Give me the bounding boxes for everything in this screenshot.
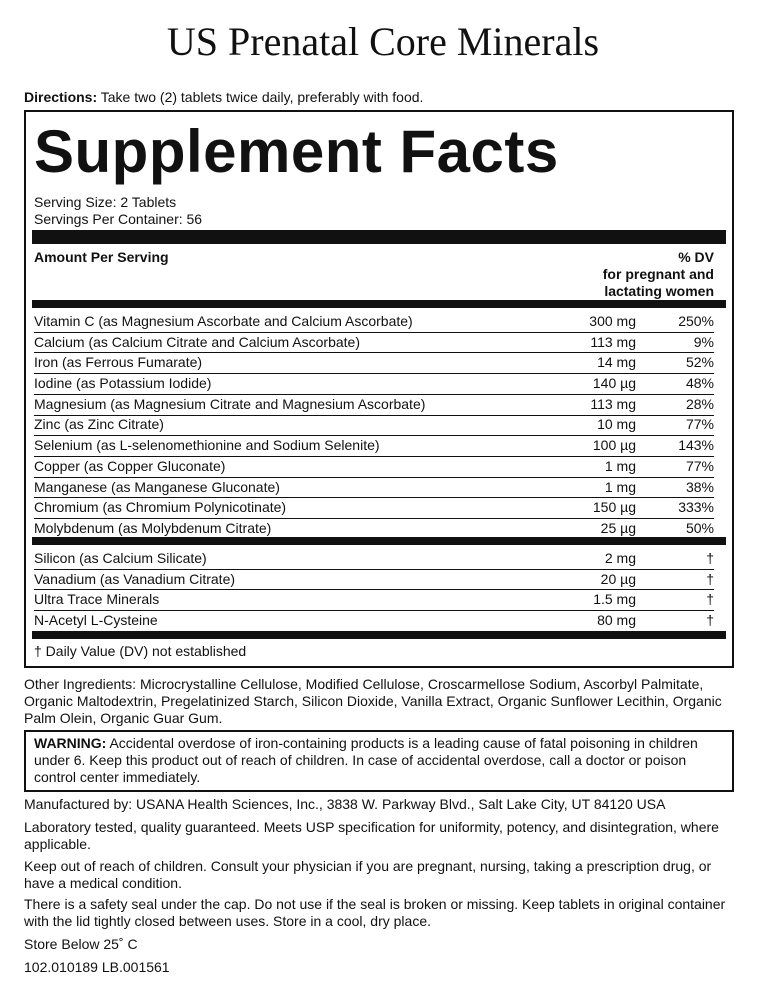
nutrient-row [34,518,714,539]
nutrient-name: Vanadium (as Vanadium Citrate) [34,570,236,587]
nutrient-amount: 113 mg [590,395,636,412]
warning-text: Accidental overdose of iron-containing products is a leading cause of fatal poisoning in children under 6. Keep this product out of reach of children. In case of accidental overdose, call a doctor or poison control center immediately. [34,735,698,785]
nutrient-dv: 50% [685,519,714,536]
nutrient-dv: 9% [693,333,714,350]
nutrient-name: N-Acetyl L-Cysteine [34,612,158,629]
nutrient-name: Iodine (as Potassium Iodide) [34,375,212,392]
nutrient-name: Chromium (as Chromium Polynicotinate) [34,499,287,516]
serving-size: Serving Size: 2 Tablets [34,194,177,210]
nutrient-name: Manganese (as Manganese Gluconate) [34,478,280,495]
supplement-facts-title: Supplement Facts [34,118,559,185]
nutrient-amount: 2 mg [604,550,636,566]
other-nutrient-list [34,548,714,631]
nutrient-row [34,373,714,394]
nutrient-amount: 1 mg [604,478,636,495]
medium-divider [32,300,726,308]
nutrient-row [34,311,714,332]
directions [24,89,423,105]
dv-header-line: lactating women [604,283,714,299]
nutrient-dv: 48% [685,375,714,392]
other-ingredients: Other Ingredients: Microcrystalline Cellulose, Modified Cellulose, Croscarmellose Sodium, Ascorbyl Palmitate, Organic Maltodextrin, Pregelatinized Starch, Silicon Dioxide, Vanilla Extract, Organic Sunflower Lecithin, Organic Palm Olein, Organic Guar Gum. [24,676,722,726]
nutrient-name: Iron (as Ferrous Fumarate) [34,354,203,371]
nutrient-dv: 38% [685,478,714,495]
nutrient-amount: 10 mg [597,416,636,433]
dv-header-line: for pregnant and [602,266,714,282]
nutrient-dv: 52% [685,354,714,371]
nutrient-amount: 80 mg [597,612,636,629]
dv-header [603,249,714,300]
nutrient-dv: † [706,570,714,587]
nutrient-amount: 14 mg [597,354,636,371]
storage-statement: Store Below 25˚ C [24,936,138,952]
supplement-facts-panel [24,110,734,668]
nutrient-name: Copper (as Copper Gluconate) [34,457,226,474]
nutrient-row [34,477,714,498]
directions-label: Directions: [24,89,98,105]
safety-seal-statement: There is a safety seal under the cap. Do not use if the seal is broken or missing. Keep tablets in original container with the lid tightly closed between uses. Store in a cool, dry place. [24,896,726,929]
nutrient-name: Zinc (as Zinc Citrate) [34,416,164,433]
directions-text: Take two (2) tablets twice daily, preferably with food. [100,89,424,105]
nutrient-name: Ultra Trace Minerals [34,591,160,608]
nutrient-name: Vitamin C (as Magnesium Ascorbate and Calcium Ascorbate) [34,313,413,329]
nutrient-row [34,548,714,569]
nutrient-row [34,497,714,518]
lab-tested-statement: Laboratory tested, quality guaranteed. Meets USP specification for uniformity, potency, and disintegration, where applicable. [24,819,719,852]
nutrient-row [34,589,714,610]
nutrient-dv: 250% [678,313,714,329]
nutrient-name: Selenium (as L-selenomethionine and Sodium Selenite) [34,437,380,454]
nutrient-row [34,610,714,631]
nutrient-amount: 300 mg [589,313,636,329]
nutrient-dv: 77% [685,416,714,433]
nutrient-dv: 77% [685,457,714,474]
nutrient-amount: 20 µg [600,570,636,587]
nutrient-amount: 1.5 mg [593,591,636,608]
nutrient-dv: 333% [678,499,714,516]
nutrient-row [34,414,714,435]
nutrient-row [34,569,714,590]
nutrient-row [34,332,714,353]
nutrient-amount: 1 mg [604,457,636,474]
nutrient-list [34,311,714,539]
thick-divider [32,230,726,244]
nutrient-dv: † [706,550,714,566]
nutrient-name: Magnesium (as Magnesium Citrate and Magnesium Ascorbate) [34,395,426,412]
dv-footnote: † Daily Value (DV) not established [34,643,247,659]
manufacturer: Manufactured by: USANA Health Sciences, Inc., 3838 W. Parkway Blvd., Salt Lake City, UT 84120 USA [24,796,666,812]
nutrient-row [34,352,714,373]
nutrient-dv: † [706,612,714,629]
medium-divider [32,537,726,545]
servings-per-container: Servings Per Container: 56 [34,211,203,227]
warning-box [24,730,734,792]
nutrient-amount: 100 µg [592,437,636,454]
dv-header-line: % DV [678,249,714,265]
keep-out-statement: Keep out of reach of children. Consult your physician if you are pregnant, nursing, taking a prescription drug, or have a medical condition. [24,858,712,891]
nutrient-name: Silicon (as Calcium Silicate) [34,550,207,566]
product-title: US Prenatal Core Minerals [166,19,600,64]
nutrient-dv: 143% [678,437,714,454]
nutrient-name: Calcium (as Calcium Citrate and Calcium Ascorbate) [34,333,360,350]
nutrient-name: Molybdenum (as Molybdenum Citrate) [34,519,272,536]
nutrient-amount: 150 µg [592,499,636,516]
nutrient-row [34,394,714,415]
nutrient-dv: † [706,591,714,608]
medium-divider [32,631,726,639]
nutrient-amount: 25 µg [600,519,636,536]
amount-per-serving-header: Amount Per Serving [34,249,169,265]
nutrient-row [34,435,714,456]
nutrient-amount: 140 µg [592,375,636,392]
lot-code: 102.010189 LB.001561 [24,959,170,975]
nutrient-dv: 28% [685,395,714,412]
warning-label: WARNING: [34,735,107,751]
nutrient-amount: 113 mg [590,333,636,350]
nutrient-row [34,456,714,477]
